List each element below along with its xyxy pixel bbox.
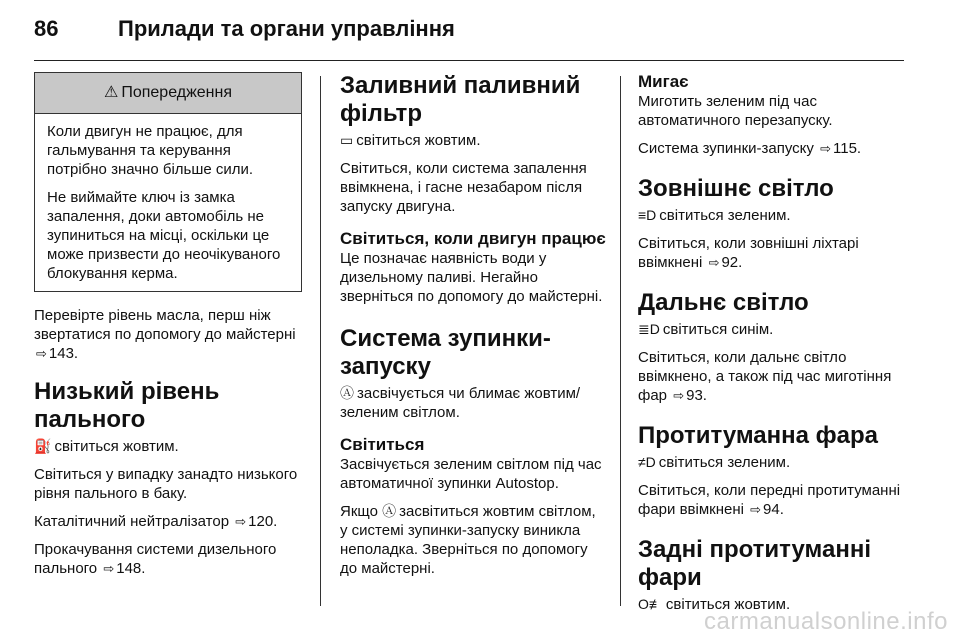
stop-start-heading: Система зупинки-запуску xyxy=(340,325,551,380)
reference-arrow-icon: ⇨ xyxy=(708,255,720,270)
front-fog-symbol-text: світиться зеленим. xyxy=(658,454,791,471)
front-fog-text: Світиться, коли передні протитуманні фари ввімкнені xyxy=(638,482,901,518)
page-reference[interactable]: 120. xyxy=(248,513,278,530)
header-divider xyxy=(34,60,904,61)
rear-fog-heading: Задні протитуманні фари xyxy=(638,536,872,591)
high-beam-symbol-text: світиться синім. xyxy=(662,321,774,338)
warning-box xyxy=(34,72,302,292)
front-fog-symbol-line xyxy=(638,453,904,472)
lit-paragraph-2-prefix: Якщо xyxy=(340,503,378,520)
fuel-filter-symbol-line xyxy=(340,131,606,150)
exterior-light-symbol-line xyxy=(638,206,904,225)
column-2 xyxy=(340,72,606,587)
flashing-paragraph-2-text: Система зупинки-запуску xyxy=(638,140,814,157)
oil-check-paragraph xyxy=(34,306,302,363)
catalytic-paragraph xyxy=(34,512,302,531)
flashing-paragraph-1: Миготить зеленим під час автоматичного перезапуску. xyxy=(638,93,833,129)
warning-title: Попередження xyxy=(121,84,233,101)
warning-paragraph-1: Коли двигун не працює, для гальмування та керування потрібно значно більше сили. xyxy=(47,123,254,178)
flashing-heading: Мигає xyxy=(638,72,689,91)
fuel-filter-paragraph: Світиться, коли система запалення ввімкнена, і гасне незабаром після запуску двигуна. xyxy=(340,160,587,215)
page-reference[interactable]: 93. xyxy=(686,387,707,404)
engine-running-heading: Світиться, коли двигун працює xyxy=(340,229,606,248)
reference-arrow-icon: ⇨ xyxy=(235,514,247,529)
autostop-icon: Ⓐ xyxy=(382,503,397,519)
exterior-light-icon: ≡D xyxy=(638,207,657,223)
fuel-filter-symbol-text: світиться жовтим. xyxy=(356,132,481,149)
reference-arrow-icon: ⇨ xyxy=(103,561,115,576)
low-fuel-symbol-line xyxy=(34,437,302,456)
high-beam-heading: Дальнє світло xyxy=(638,289,809,316)
front-fog-light-icon: ≠D xyxy=(638,454,656,470)
engine-running-paragraph: Це позначає наявність води у дизельному паливі. Негайно зверніться по допомогу до майстерні. xyxy=(340,250,603,305)
front-fog-paragraph xyxy=(638,481,904,519)
high-beam-symbol-line xyxy=(638,320,904,339)
fuel-filter-heading: Заливний паливний фільтр xyxy=(340,72,581,127)
column-divider-1 xyxy=(320,76,321,606)
exterior-light-symbol-text: світиться зеленим. xyxy=(659,207,791,224)
warning-paragraph-2: Не виймайте ключ із замка запалення, доки автомобіль не зупиниться на місці, оскільки це може призвести до неочікуваного блокування керма. xyxy=(47,189,281,282)
page-reference[interactable]: 148. xyxy=(116,560,146,577)
page-header xyxy=(34,12,904,52)
high-beam-paragraph xyxy=(638,348,904,405)
page-reference[interactable]: 115. xyxy=(833,140,862,157)
warning-triangle-icon: ⚠ xyxy=(103,84,119,101)
warning-body xyxy=(35,114,301,291)
stop-start-symbol-text: засвічується чи блимає жовтим/зеленим світлом. xyxy=(340,385,581,421)
high-beam-icon: ≣D xyxy=(638,321,660,337)
flashing-paragraph-2 xyxy=(638,139,904,158)
lit-paragraph-2-text: засвітиться жовтим світлом, у системі зупинки-запуску виникла неполадка. Зверніться по допомогу до майстерні. xyxy=(340,503,596,577)
rear-fog-symbol-text: світиться жовтим. xyxy=(665,596,791,613)
lit-paragraph-2 xyxy=(340,502,606,578)
column-3 xyxy=(638,72,904,623)
lit-heading: Світиться xyxy=(340,435,425,454)
page-number: 86 xyxy=(34,16,59,41)
exterior-light-heading: Зовнішнє світло xyxy=(638,175,834,202)
reference-arrow-icon: ⇨ xyxy=(750,502,762,517)
column-1 xyxy=(34,72,302,587)
warning-header xyxy=(35,73,301,114)
exterior-light-paragraph xyxy=(638,234,904,272)
low-fuel-heading: Низький рівень пального xyxy=(34,378,220,433)
watermark: carmanualsonline.info xyxy=(704,608,948,635)
reference-arrow-icon: ⇨ xyxy=(820,141,831,156)
autostop-icon: Ⓐ xyxy=(340,385,354,401)
diesel-bleed-paragraph xyxy=(34,540,302,578)
page-reference[interactable]: 92. xyxy=(721,254,743,271)
front-fog-heading: Протитуманна фара xyxy=(638,422,879,449)
rear-fog-light-icon: O≢ xyxy=(638,596,663,612)
low-fuel-paragraph-1: Світиться у випадку занадто низького рівня пального в баку. xyxy=(34,466,298,502)
stop-start-symbol-line xyxy=(340,384,606,422)
page-reference[interactable]: 143. xyxy=(48,345,79,362)
diesel-bleed-text: Прокачування системи дизельного пального xyxy=(34,541,277,577)
exterior-light-text: Світиться, коли зовнішні ліхтарі ввімкнені xyxy=(638,235,859,271)
fuel-filter-icon: ▭ xyxy=(340,132,354,148)
column-divider-2 xyxy=(620,76,621,606)
catalytic-text: Каталітичний нейтралізатор xyxy=(34,513,230,530)
lit-paragraph-1: Засвічується зеленим світлом під час автоматичної зупинки Autostop. xyxy=(340,456,602,492)
page-reference[interactable]: 94. xyxy=(763,501,784,518)
low-fuel-symbol-text: світиться жовтим. xyxy=(54,438,179,455)
page-title: Прилади та органи управління xyxy=(118,16,455,41)
reference-arrow-icon: ⇨ xyxy=(673,388,685,403)
oil-check-text: Перевірте рівень масла, перш ніж звертатися по допомогу до майстерні xyxy=(34,307,296,343)
reference-arrow-icon: ⇨ xyxy=(36,346,47,361)
high-beam-text: Світиться, коли дальнє світло ввімкнено, а також під час миготіння фар xyxy=(638,349,892,404)
fuel-pump-icon: ⛽ xyxy=(34,438,52,454)
